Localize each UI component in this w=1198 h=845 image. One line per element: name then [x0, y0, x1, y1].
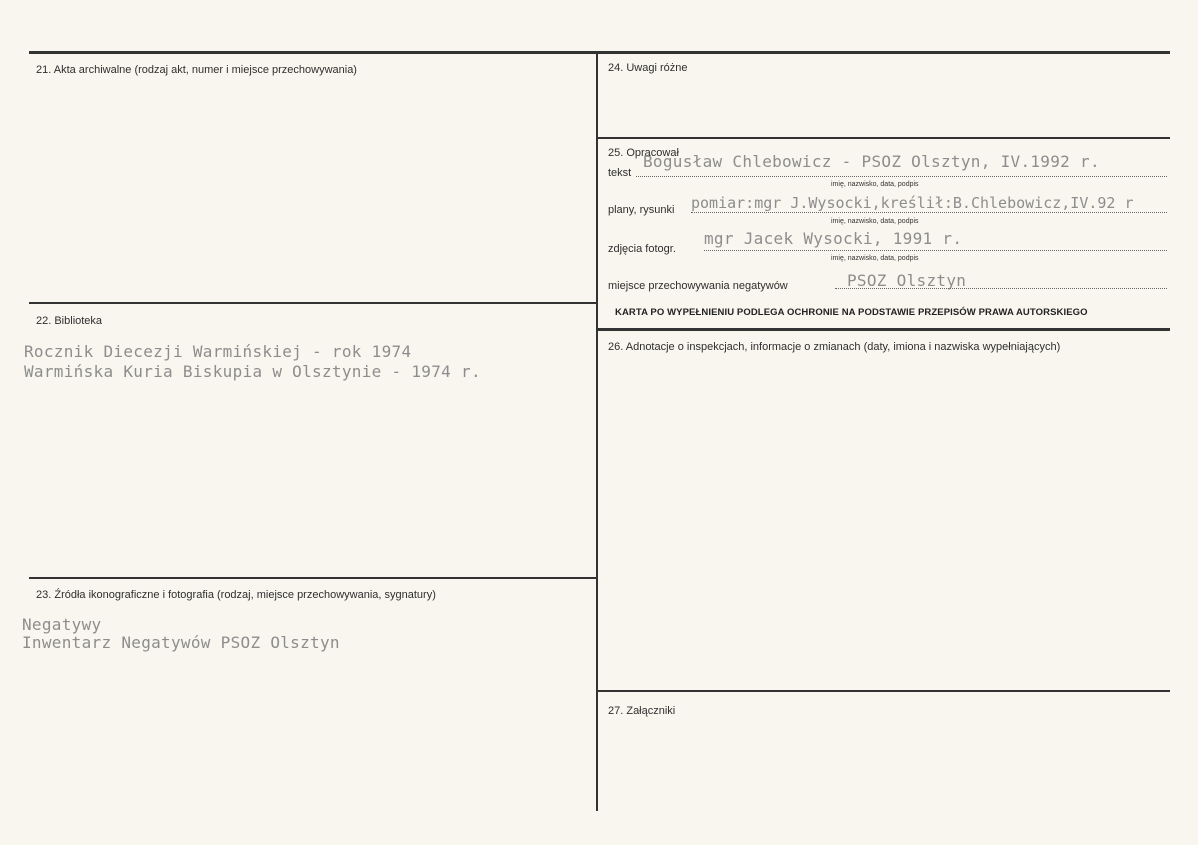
section-24-label: 24. Uwagi różne	[608, 62, 688, 74]
rule-21-22	[29, 302, 598, 304]
tekst-line	[636, 176, 1167, 177]
section-22-line-2: Warmińska Kuria Biskupia w Olsztynie - 1974 r.	[24, 362, 481, 381]
center-divider	[596, 51, 598, 811]
plany-line	[691, 212, 1167, 213]
section-22-line-1: Rocznik Diecezji Warmińskiej - rok 1974	[24, 342, 412, 361]
plany-value: pomiar:mgr J.Wysocki,kreślił:B.Chlebowicz,IV.92 r	[691, 194, 1134, 212]
rule-22-23	[29, 577, 598, 579]
section-26-label: 26. Adnotacje o inspekcjach, informacje o zmianach (daty, imiona i nazwiska wypełniających)	[608, 341, 1061, 353]
copyright-notice: KARTA PO WYPEŁNIENIU PODLEGA OCHRONIE NA PODSTAWIE PRZEPISÓW PRAWA AUTORSKIEGO	[615, 307, 1088, 318]
rule-24-25	[596, 137, 1170, 139]
section-23-line-2: Inwentarz Negatywów PSOZ Olsztyn	[22, 633, 340, 652]
negatywy-value: PSOZ Olsztyn	[847, 271, 967, 290]
tekst-value: Bogusław Chlebowicz - PSOZ Olsztyn, IV.1992 r.	[643, 152, 1100, 171]
section-22-label: 22. Biblioteka	[36, 315, 103, 327]
zdjecia-caption: imię, nazwisko, data, podpis	[831, 255, 919, 262]
section-27-label: 27. Załączniki	[608, 705, 676, 717]
negatywy-line	[835, 288, 1167, 289]
zdjecia-line	[704, 250, 1167, 251]
section-21-label: 21. Akta archiwalne (rodzaj akt, numer i miejsce przechowywania)	[36, 64, 357, 76]
plany-label: plany, rysunki	[608, 204, 675, 216]
section-25-label: 25. Opracował	[608, 147, 679, 159]
tekst-caption: imię, nazwisko, data, podpis	[831, 181, 919, 188]
rule-25-26	[596, 328, 1170, 331]
top-rule	[29, 51, 1170, 54]
zdjecia-label: zdjęcia fotogr.	[608, 243, 676, 255]
section-23-line-1: Negatywy	[22, 615, 102, 634]
section-23-label: 23. Źródła ikonograficzne i fotografia (rodzaj, miejsce przechowywania, sygnatury)	[36, 589, 436, 601]
negatywy-label: miejsce przechowywania negatywów	[608, 280, 788, 292]
zdjecia-value: mgr Jacek Wysocki, 1991 r.	[704, 229, 963, 248]
plany-caption: imię, nazwisko, data, podpis	[831, 218, 919, 225]
rule-26-27	[596, 690, 1170, 692]
tekst-label: tekst	[608, 167, 632, 179]
